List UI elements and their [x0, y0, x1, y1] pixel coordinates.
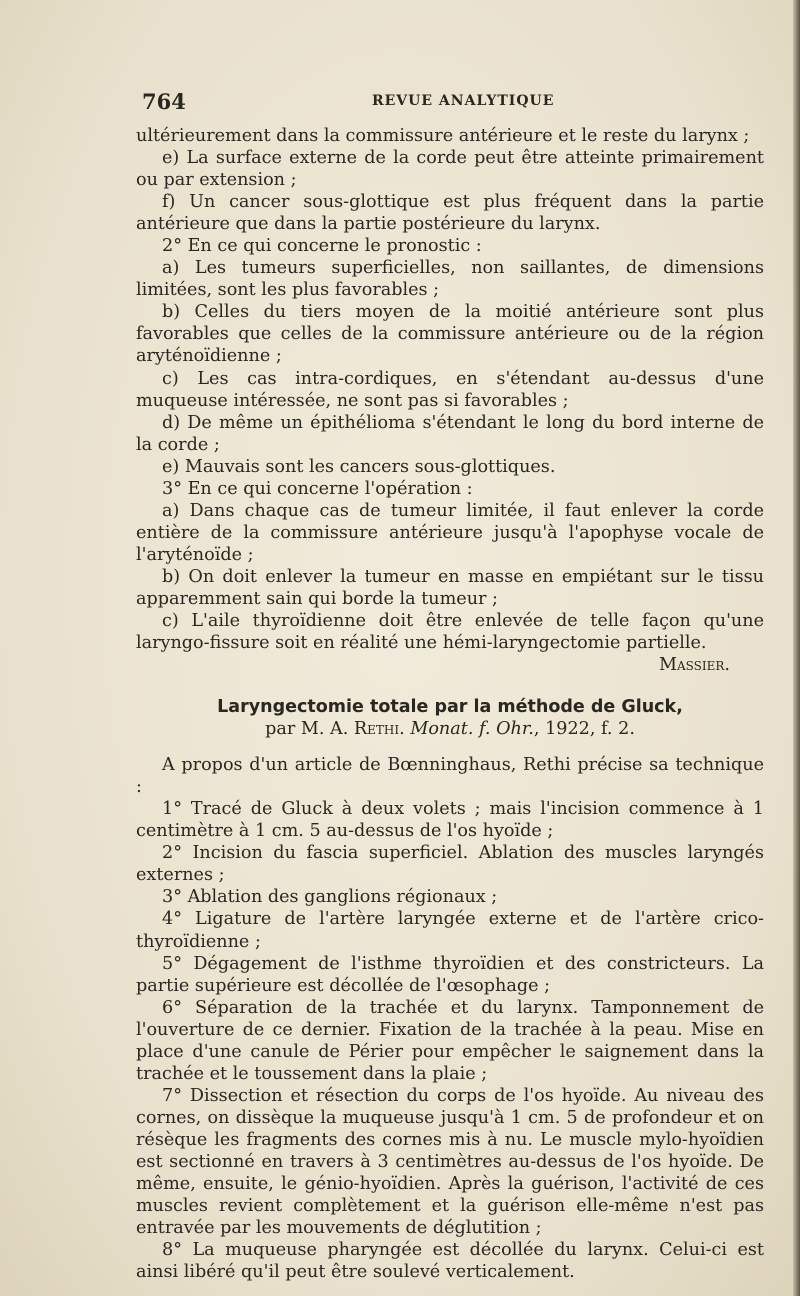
paragraph: 8° La muqueuse pharyngée est décollée du larynx. Celui-ci est ainsi libéré qu'il peut être soulevé verticalement. [136, 1240, 764, 1283]
paragraph: b) Celles du tiers moyen de la moitié antérieure sont plus favorables que celles de la commissure antérieure ou de la région aryténoïdienne ; [136, 302, 764, 367]
paragraph: 3° Ablation des ganglions régionaux ; [162, 887, 498, 908]
signature: Massier. [658, 655, 730, 676]
ref-prefix: par M. A. [265, 719, 349, 740]
paragraph: 4° Ligature de l'artère laryngée externe et de l'artère crico-thyroïdienne ; [136, 909, 764, 952]
paragraph: e) Mauvais sont les cancers sous-glottiques. [162, 456, 556, 477]
paragraph: a) Dans chaque cas de tumeur limitée, il faut enlever la corde entière de la commissure antérieure jusqu'à l'apophyse vocale de l'aryténoïde ; [136, 500, 764, 565]
article-reference [136, 718, 764, 740]
paragraph: f) Un cancer sous-glottique est plus fréquent dans la partie antérieure que dans la partie postérieure du larynx. [136, 192, 764, 235]
article-title: Laryngectomie totale par la méthode de Gluck, [217, 697, 683, 718]
page-header [142, 89, 762, 117]
paragraph: d) De même un épithélioma s'étendant le long du bord interne de la corde ; [136, 412, 764, 455]
paragraph: e) La surface externe de la corde peut être atteinte primairement ou par extension ; [136, 148, 764, 191]
running-head: REVUE ANALYTIQUE [372, 93, 555, 109]
page-edge-shadow [793, 0, 800, 1296]
paragraph: 3° En ce qui concerne l'opération : [162, 478, 473, 499]
paragraph: c) Les cas intra-cordiques, en s'étendant au-dessus d'une muqueuse intéressée, ne sont pas si favorables ; [136, 368, 764, 411]
article-heading [136, 696, 764, 740]
paragraph: 2° En ce qui concerne le pronostic : [162, 236, 482, 257]
paragraph: ultérieurement dans la commissure antérieure et le reste du larynx ; [136, 126, 750, 146]
paragraph: c) L'aile thyroïdienne doit être enlevée de telle façon qu'une laryngo-fissure soit en réalité une hémi-laryngectomie partielle. [136, 611, 764, 654]
paragraph: 7° Dissection et résection du corps de l'os hyoïde. Au niveau des cornes, on dissèque la muqueuse jusqu'à 1 cm. 5 de profondeur et on résèque les fragments des cornes mis à nu. Le muscle mylo-hyoïdien est sectionné en travers à 3 centimètres au-dessus de l'os hyoïde. De même, ensuite, le génio-hyoïdien. Après la guérison, l'activité de ces muscles revient complètement et la guérison elle-même n'est pas entravée par les mouvements de déglutition ; [136, 1085, 764, 1239]
ref-journal: Monat. f. Ohr. [410, 719, 534, 740]
ref-suffix: , 1922, f. 2. [533, 719, 635, 740]
paragraph: 5° Dégagement de l'isthme thyroïdien et des constricteurs. La partie supérieure est décollée de l'œsophage ; [136, 953, 764, 996]
page-number: 764 [142, 89, 186, 114]
paragraph: b) On doit enlever la tumeur en masse en empiétant sur le tissu apparemment sain qui borde la tumeur ; [136, 566, 764, 609]
ref-author: Rethi. [353, 719, 405, 740]
paragraph: a) Les tumeurs superficielles, non saillantes, de dimensions limitées, sont les plus favorables ; [136, 258, 764, 301]
paragraph: 2° Incision du fascia superficiel. Ablation des muscles laryngés externes ; [136, 843, 764, 886]
paragraph: 6° Séparation de la trachée et du larynx. Tamponnement de l'ouverture de ce dernier. Fixation de la trachée à la peau. Mise en place d'une canule de Périer pour empêcher le saignement dans la trachée et le toussement dans la plaie ; [136, 997, 764, 1084]
page-body [136, 125, 764, 1283]
paragraph: A propos d'un article de Bœnninghaus, Rethi précise sa technique : [136, 755, 764, 798]
paragraph: 1° Tracé de Gluck à deux volets ; mais l'incision commence à 1 centimètre à 1 cm. 5 au-dessus de l'os hyoïde ; [136, 799, 764, 842]
